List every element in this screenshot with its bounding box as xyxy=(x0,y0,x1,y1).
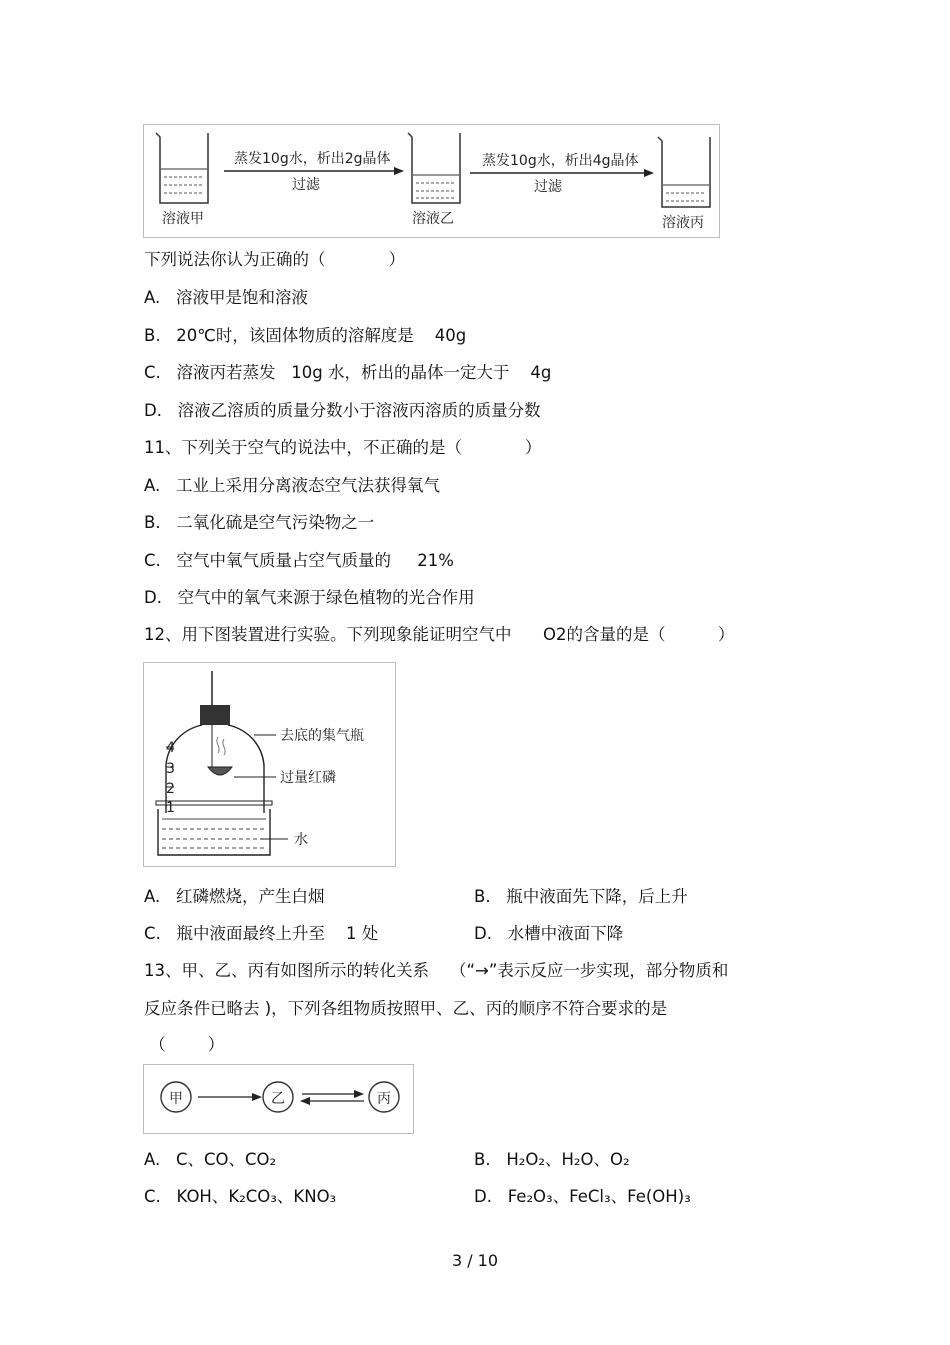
evaporation-figure xyxy=(143,124,720,238)
q11-option-c: C. 空气中氧气质量占空气质量的 21% xyxy=(144,551,454,570)
beaker-3-label: 溶液丙 xyxy=(662,215,704,231)
q10-option-c: C. 溶液丙若蒸发 10g 水，析出的晶体一定大于 4g xyxy=(144,363,552,382)
conversion-figure xyxy=(143,1064,414,1134)
q10-option-a: A. 溶液甲是饱和溶液 xyxy=(144,288,308,307)
q13-option-c xyxy=(144,1187,336,1207)
q12-stem: 12、用下图装置进行实验。下列现象能证明空气中 O2的含量的是（ ） xyxy=(144,625,735,644)
q11-option-b: B. 二氧化硫是空气污染物之一 xyxy=(144,513,375,532)
phosphorus-spoon xyxy=(208,767,232,775)
q13-option-b-text: H₂O₂、H₂O、O₂ xyxy=(506,1150,630,1169)
q13-option-b xyxy=(474,1150,630,1170)
beaker-2 xyxy=(408,133,460,203)
step1-bottom-label: 过滤 xyxy=(292,177,320,193)
node-1-label: 甲 xyxy=(169,1091,183,1107)
q12-option-c: C. 瓶中液面最终上升至 1 处 xyxy=(144,924,379,943)
scale-4: 4 xyxy=(166,740,175,756)
water xyxy=(162,819,266,848)
step1-top-label: 蒸发10g水，析出2g晶体 xyxy=(234,151,391,167)
stopper xyxy=(200,705,230,725)
arrow-3-2-head xyxy=(300,1097,310,1105)
node-3-label: 丙 xyxy=(377,1091,391,1107)
q13-option-d xyxy=(474,1187,691,1207)
beaker-1 xyxy=(156,133,208,203)
apparatus-figure xyxy=(143,662,396,867)
node-2-label: 乙 xyxy=(271,1091,285,1107)
arrow-2-head xyxy=(644,169,654,177)
scale-3: 3 xyxy=(166,761,175,777)
step2-bottom-label: 过滤 xyxy=(534,179,562,195)
q13-option-c-label: C. xyxy=(144,1187,161,1206)
arrow-1-2-head xyxy=(252,1093,262,1101)
scale-1: 1 xyxy=(166,800,175,816)
q12-option-d: D. 水槽中液面下降 xyxy=(474,924,624,943)
step2-top-label: 蒸发10g水，析出4g晶体 xyxy=(482,153,639,169)
q12-option-b: B. 瓶中液面先下降，后上升 xyxy=(474,887,688,906)
beaker-1-label: 溶液甲 xyxy=(162,211,204,227)
label-water: 水 xyxy=(294,832,308,848)
q13-option-a-text: C、CO、CO₂ xyxy=(176,1150,277,1169)
page-number: 3 / 10 xyxy=(451,1251,499,1270)
q13-option-c-text: KOH、K₂CO₃、KNO₃ xyxy=(176,1187,337,1206)
q11-option-a: A. 工业上采用分离液态空气法获得氧气 xyxy=(144,476,440,495)
q13-stem-line3: （ ） xyxy=(144,1035,225,1054)
q10-option-d: D. 溶液乙溶质的质量分数小于溶液丙溶质的质量分数 xyxy=(144,401,541,420)
scale-2: 2 xyxy=(166,781,175,797)
q11-option-d: D. 空气中的氧气来源于绿色植物的光合作用 xyxy=(144,588,475,607)
q13-stem-line1: 13、甲、乙、丙有如图所示的转化关系 （“→”表示反应一步实现，部分物质和 xyxy=(144,961,729,980)
q13-option-d-text: Fe₂O₃、FeCl₃、Fe(OH)₃ xyxy=(507,1187,691,1206)
arrow-2-3-head xyxy=(354,1090,364,1098)
q11-stem: 11、下列关于空气的说法中，不正确的是（ ） xyxy=(144,438,542,457)
q12-option-a: A. 红磷燃烧，产生白烟 xyxy=(144,887,325,906)
label-phosphorus: 过量红磷 xyxy=(280,770,336,786)
arrow-1-head xyxy=(394,167,404,175)
beaker-3 xyxy=(658,137,710,207)
q13-option-a xyxy=(144,1150,276,1170)
smoke xyxy=(217,737,225,755)
beaker-2-label: 溶液乙 xyxy=(412,211,454,227)
q10-stem: 下列说法你认为正确的（ ） xyxy=(144,250,405,269)
q10-option-b: B. 20℃时，该固体物质的溶解度是 40g xyxy=(144,326,467,345)
label-bottle: 去底的集气瓶 xyxy=(280,728,364,744)
q13-option-b-label: B. xyxy=(474,1150,491,1169)
q13-option-a-label: A. xyxy=(144,1150,161,1169)
q13-option-d-label: D. xyxy=(474,1187,492,1206)
q13-stem-line2: 反应条件已略去 )，下列各组物质按照甲、乙、丙的顺序不符合要求的是 xyxy=(144,999,668,1018)
